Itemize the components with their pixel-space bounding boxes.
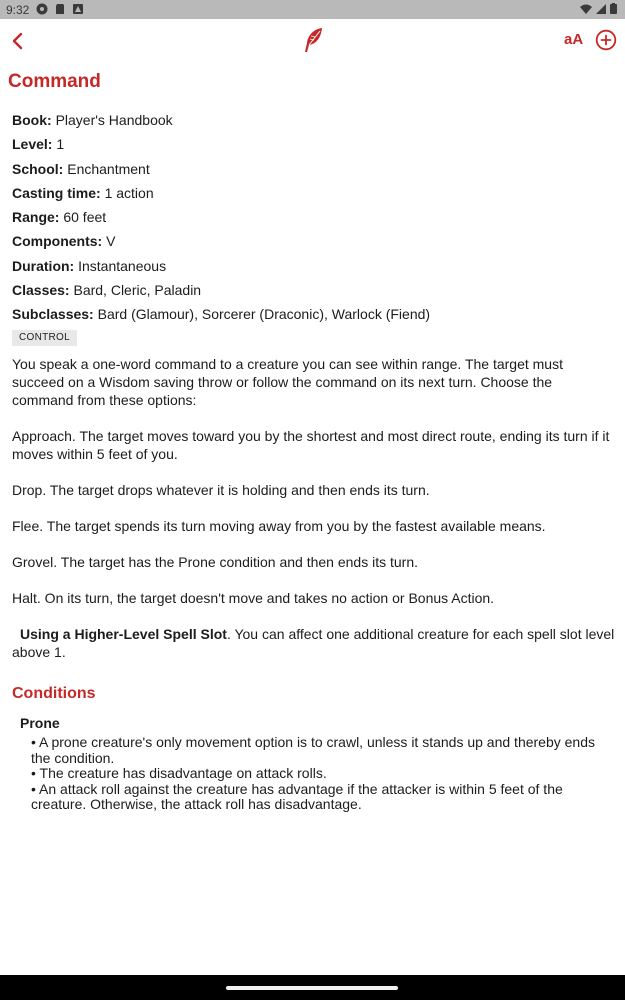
sd-card-icon (54, 3, 66, 15)
condition-bullet: • The creature has disadvantage on attack rolls. (31, 765, 327, 781)
back-icon[interactable] (6, 27, 30, 55)
meta-casting-time (12, 184, 612, 208)
meta-label: Level: (12, 136, 53, 153)
meta-range (12, 208, 612, 232)
home-gesture-handle[interactable] (226, 986, 398, 990)
condition-bullet: • An attack roll against the creature has advantage if the attacker is within 5 feet of the creature. Otherwise, the attack roll has disadvantage. (31, 780, 563, 812)
meta-subclasses (12, 305, 612, 329)
spell-meta (12, 111, 612, 329)
meta-label: Subclasses: (12, 306, 94, 322)
higher-level-label: Using a Higher-Level Spell Slot (20, 626, 227, 642)
status-bar (0, 0, 625, 19)
meta-value: V (106, 233, 116, 250)
meta-value: 1 (56, 136, 65, 153)
higher-level-paragraph (12, 625, 616, 661)
meta-school (12, 160, 612, 184)
status-time: 9:32 (6, 3, 30, 17)
meta-label: Book: (12, 112, 52, 128)
meta-value: Bard (Glamour), Sorcerer (Draconic), Warlock (Fiend) (97, 306, 431, 322)
higher-level-text: . You can affect one additional creature for each spell slot level above 1. (12, 626, 615, 660)
battery-icon (610, 3, 617, 14)
status-notification-icons (36, 3, 84, 15)
description-paragraph: Halt. On its turn, the target doesn't move and takes no action or Bonus Action. (12, 590, 495, 606)
meta-label: Components: (12, 233, 103, 250)
meta-book (12, 111, 612, 135)
meta-classes (12, 281, 612, 305)
meta-duration (12, 257, 612, 281)
meta-level (12, 135, 612, 159)
meta-value: Enchantment (67, 160, 150, 177)
meta-value: 1 action (104, 184, 154, 201)
meta-label: Range: (12, 209, 60, 225)
spell-title: Command (8, 71, 101, 92)
condition-name: Prone (20, 715, 60, 731)
meta-value: Instantaneous (78, 257, 167, 274)
spell-tag-badge[interactable]: CONTROL (12, 330, 77, 346)
wifi-icon (580, 4, 592, 14)
meta-label: Duration: (12, 257, 75, 274)
description-paragraph: You speak a one-word command to a creature you can see within range. The target must succeed on a Wisdom saving throw or follow the command on its next turn. Choose the command from these options: (12, 356, 563, 408)
description-paragraph: Drop. The target drops whatever it is holding and then ends its turn. (12, 482, 430, 498)
meta-label: School: (12, 160, 64, 177)
quill-icon (301, 26, 325, 54)
status-system-icons (580, 3, 617, 14)
shield-notification-icon (36, 3, 48, 15)
system-navigation-bar (0, 975, 625, 1000)
meta-value: 60 feet (63, 209, 107, 225)
app-bar (0, 19, 625, 63)
condition-bullet: • A prone creature's only movement option is to crawl, unless it stands up and thereby ends the condition. (31, 734, 595, 766)
description-paragraph: Flee. The target spends its turn moving away from you by the fastest available means. (12, 518, 546, 534)
spell-description (12, 355, 616, 679)
meta-label: Casting time: (12, 184, 101, 201)
condition-bullet-list (31, 735, 601, 813)
meta-label: Classes: (12, 281, 70, 298)
add-circle-icon[interactable] (595, 29, 617, 51)
meta-value: Player's Handbook (55, 112, 173, 128)
meta-value: Bard, Cleric, Paladin (73, 281, 202, 298)
app-notification-icon (72, 3, 84, 15)
text-size-button[interactable]: aA (564, 31, 584, 48)
cell-signal-icon (596, 4, 606, 14)
description-paragraph: Approach. The target moves toward you by the shortest and most direct route, ending its turn if it moves within 5 feet of you. (12, 428, 610, 462)
conditions-heading: Conditions (12, 685, 96, 702)
description-paragraph: Grovel. The target has the Prone condition and then ends its turn. (12, 554, 418, 570)
meta-components (12, 232, 612, 256)
